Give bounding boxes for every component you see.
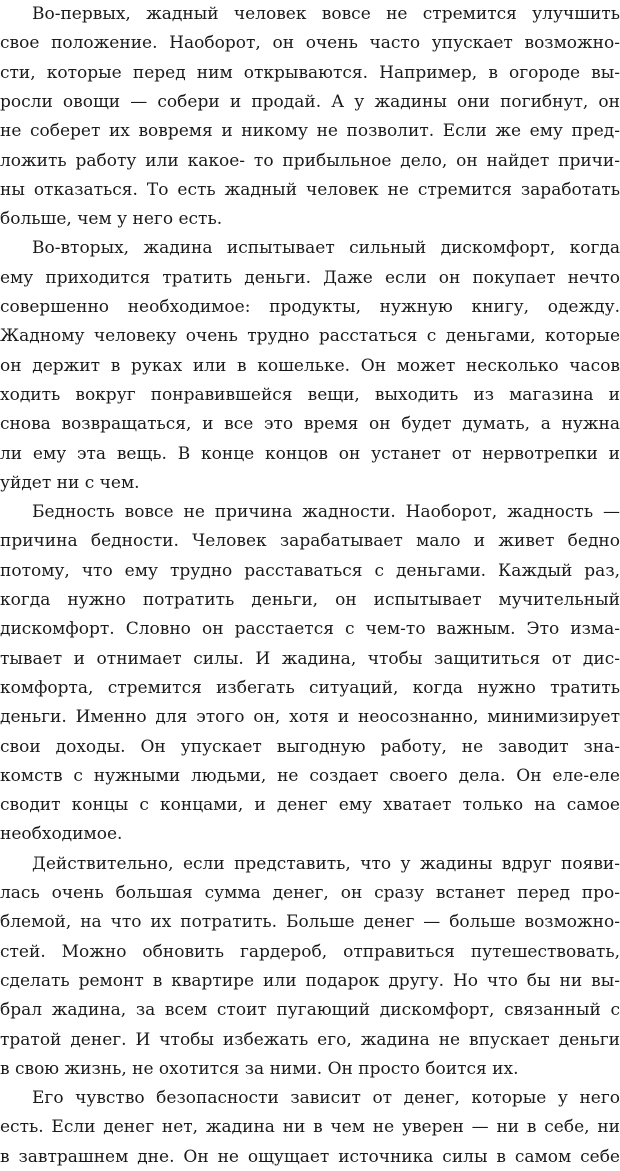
text-line: ходить вокруг понравившейся вещи, выходить из магазина и bbox=[0, 384, 620, 405]
text-line: Жадному человеку очень трудно расстаться с деньгами, которые bbox=[0, 326, 620, 347]
text-line: он держит в руках или в кошельке. Он может несколько часов bbox=[0, 355, 620, 376]
text-line: уйдет ни с чем. bbox=[0, 472, 140, 493]
text-line: тратой денег. И чтобы избежать его, жадина не впускает деньги bbox=[0, 1029, 620, 1050]
text-line: ли ему эта вещь. В конце концов он устанет от нервотрепки и bbox=[0, 443, 620, 464]
text-line: когда нужно потратить деньги, он испытывает мучительный bbox=[0, 590, 620, 610]
text-line: в свою жизнь, не охотится за ними. Он просто боится их. bbox=[0, 1058, 519, 1079]
text-line: есть. Если денег нет, жадина ни в чем не уверен — ни в себе, ни bbox=[0, 1117, 620, 1138]
text-line: свои доходы. Он упускает выгодную работу, не заводит зна- bbox=[0, 736, 620, 757]
text-line: снова возвращаться, и все это время он будет думать, а нужна bbox=[0, 414, 620, 435]
text-line: больше, чем у него есть. bbox=[0, 209, 223, 230]
text-line: комств с нужными людьми, не создает своего дела. Он еле-еле bbox=[0, 765, 620, 786]
text-line: дискомфорт. Словно он расстается с чем-то важным. Это изма- bbox=[0, 619, 620, 640]
text-line: Во-вторых, жадина испытывает сильный дискомфорт, когда bbox=[32, 238, 620, 259]
text-line: необходимое. bbox=[0, 824, 123, 845]
text-line: комфорта, стремится избегать ситуаций, когда нужно тратить bbox=[0, 677, 620, 698]
text-line: росли овощи — собери и продай. А у жадины они погибнут, он bbox=[0, 91, 620, 112]
text-line: Во-первых, жадный человек вовсе не стремится улучшить bbox=[32, 4, 620, 24]
text-line: Действительно, если представить, что у жадины вдруг появи- bbox=[32, 853, 620, 874]
text-line: сти, которые перед ним открываются. Например, в огороде вы- bbox=[0, 62, 620, 83]
text-line: стей. Можно обновить гардероб, отправиться путешествовать, bbox=[0, 941, 620, 962]
text-line: ему приходится тратить деньги. Даже если он покупает нечто bbox=[0, 267, 620, 288]
text-line: Его чувство безопасности зависит от денег, которые у него bbox=[32, 1088, 620, 1109]
text-line: брал жадина, за всем стоит пугающий дискомфорт, связанный с bbox=[0, 1000, 620, 1021]
text-line: Бедность вовсе не причина жадности. Наоборот, жадность — bbox=[32, 502, 620, 523]
text-line: сводит концы с концами, и денег ему хватает только на самое bbox=[0, 795, 620, 816]
text-line: совершенно необходимое: продукты, нужную книгу, одежду. bbox=[0, 297, 620, 317]
text-line: потому, что ему трудно расставаться с деньгами. Каждый раз, bbox=[0, 560, 620, 581]
text-line: ны отказаться. То есть жадный человек не стремится заработать bbox=[0, 179, 620, 200]
text-line: причина бедности. Человек зарабатывает мало и живет бедно bbox=[0, 531, 620, 552]
text-line: сделать ремонт в квартире или подарок другу. Но что бы ни вы- bbox=[0, 970, 620, 991]
text-line: ложить работу или какое- то прибыльное дело, он найдет причи- bbox=[0, 150, 620, 171]
text-line: блемой, на что их потратить. Больше денег — больше возможно- bbox=[0, 912, 620, 933]
text-line: деньги. Именно для этого он, хотя и неосознанно, минимизирует bbox=[0, 707, 620, 728]
text-line: лась очень большая сумма денег, он сразу встанет перед про- bbox=[0, 883, 620, 903]
text-line: не соберет их вовремя и никому не позволит. Если же ему пред- bbox=[0, 121, 620, 142]
text-line: в завтрашнем дне. Он не ощущает источника силы в самом себе bbox=[0, 1146, 620, 1167]
text-line: свое положение. Наоборот, он очень часто упускает возможно- bbox=[0, 33, 620, 54]
text-line: тывает и отнимает силы. И жадина, чтобы защититься от дис- bbox=[0, 648, 620, 669]
